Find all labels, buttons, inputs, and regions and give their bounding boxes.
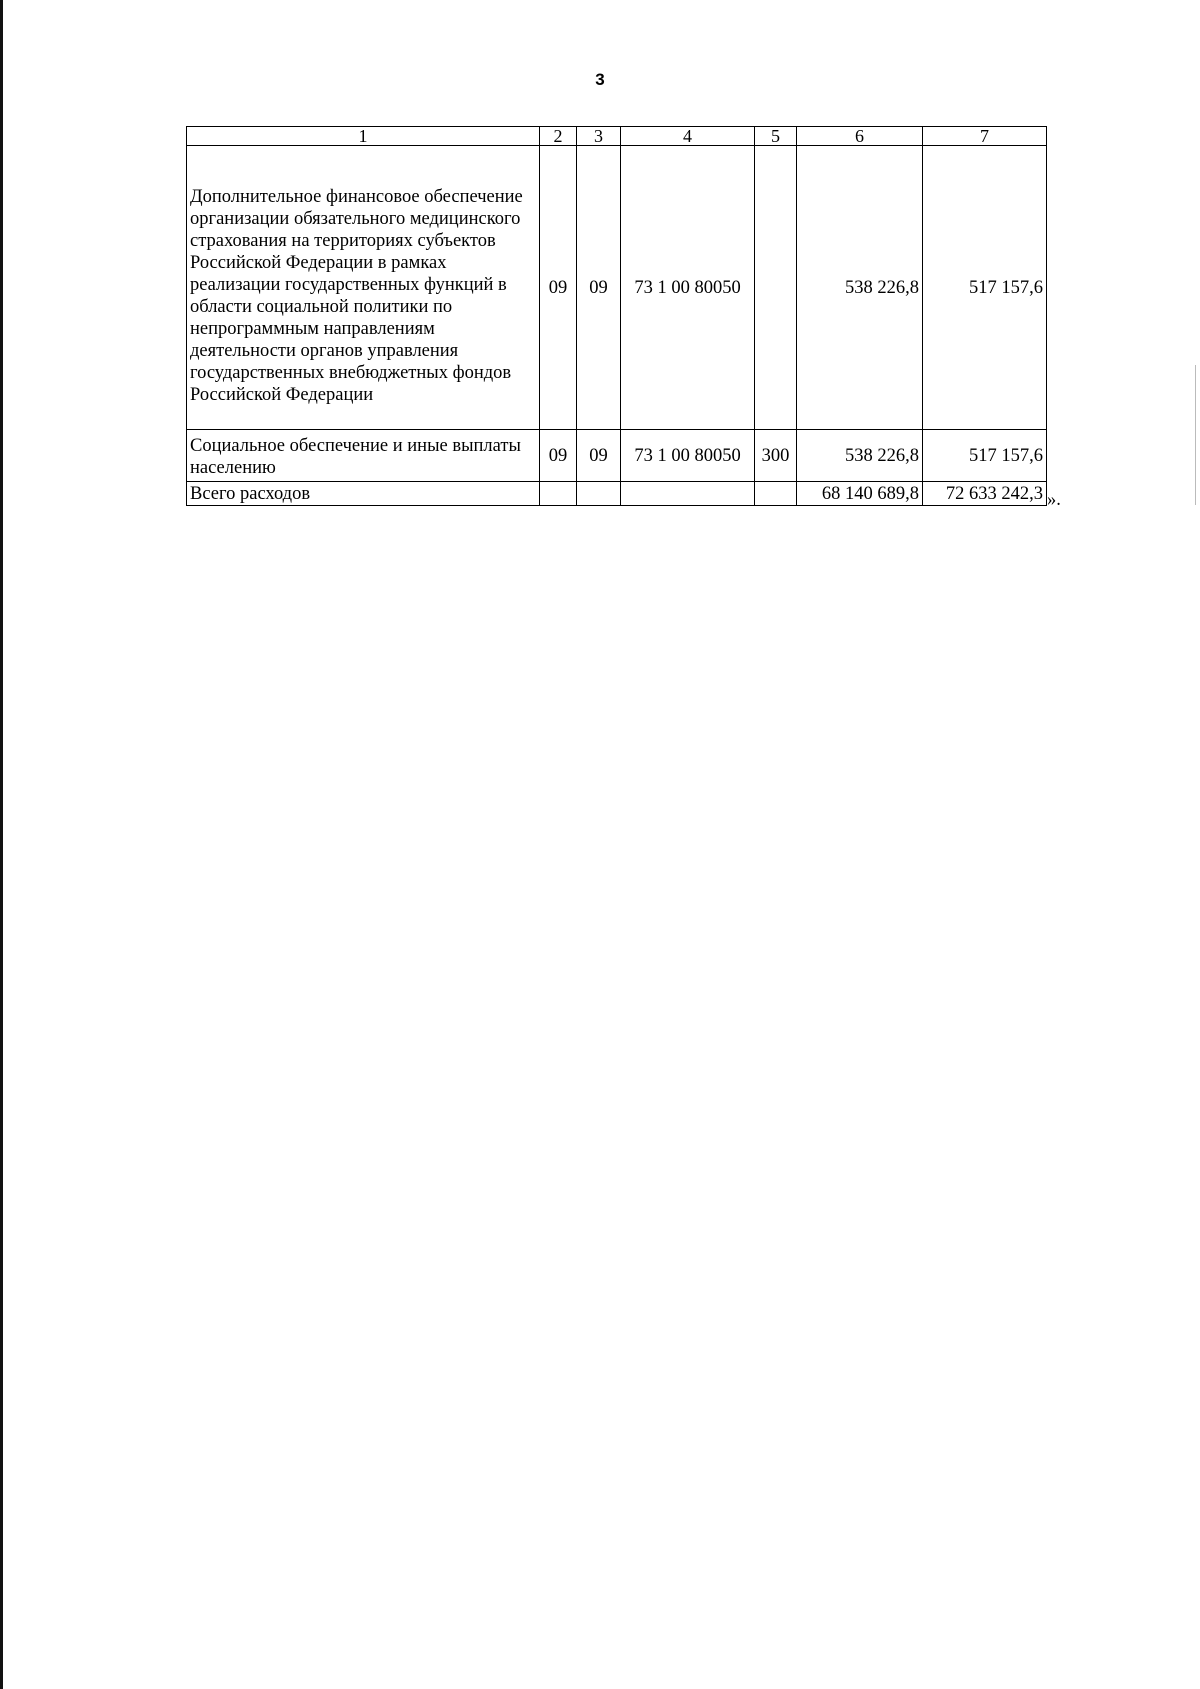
total-col7: 72 633 242,3 xyxy=(923,482,1047,506)
subsection-code xyxy=(577,482,621,506)
subsection-code: 09 xyxy=(577,430,621,482)
section-code: 09 xyxy=(540,430,577,482)
table-row xyxy=(187,146,1047,430)
table-header-row xyxy=(187,127,1047,146)
column-header: 2 xyxy=(540,127,577,146)
expense-type-code xyxy=(755,482,797,506)
column-header: 6 xyxy=(797,127,923,146)
amount-col6: 538 226,8 xyxy=(797,430,923,482)
row-name: Всего расходов xyxy=(187,482,540,506)
row-name: Дополнительное финансовое обеспечение организации обязательного медицинского страхования на территориях субъектов Российской Федерации в рамках реализации государственных функций в области социальной политики по непрограммным направлениям деятельности органов управления государственных внебюджетных фондов Российской Федерации xyxy=(187,146,540,430)
total-col6: 68 140 689,8 xyxy=(797,482,923,506)
closing-quote-mark: ». xyxy=(1047,490,1061,510)
page-number: 3 xyxy=(595,70,605,89)
subsection-code: 09 xyxy=(577,146,621,430)
table-row xyxy=(187,430,1047,482)
expense-type-code xyxy=(755,146,797,430)
column-header: 4 xyxy=(621,127,755,146)
budget-table xyxy=(186,126,1047,506)
row-name: Социальное обеспечение и иные выплаты населению xyxy=(187,430,540,482)
column-header: 1 xyxy=(187,127,540,146)
column-header: 7 xyxy=(923,127,1047,146)
amount-col7: 517 157,6 xyxy=(923,430,1047,482)
scan-edge xyxy=(0,0,3,1689)
amount-col7: 517 157,6 xyxy=(923,146,1047,430)
expense-type-code: 300 xyxy=(755,430,797,482)
target-article-code xyxy=(621,482,755,506)
table-row xyxy=(187,482,1047,506)
column-header: 3 xyxy=(577,127,621,146)
scan-edge xyxy=(1195,365,1196,505)
target-article-code: 73 1 00 80050 xyxy=(621,146,755,430)
column-header: 5 xyxy=(755,127,797,146)
section-code: 09 xyxy=(540,146,577,430)
amount-col6: 538 226,8 xyxy=(797,146,923,430)
section-code xyxy=(540,482,577,506)
target-article-code: 73 1 00 80050 xyxy=(621,430,755,482)
